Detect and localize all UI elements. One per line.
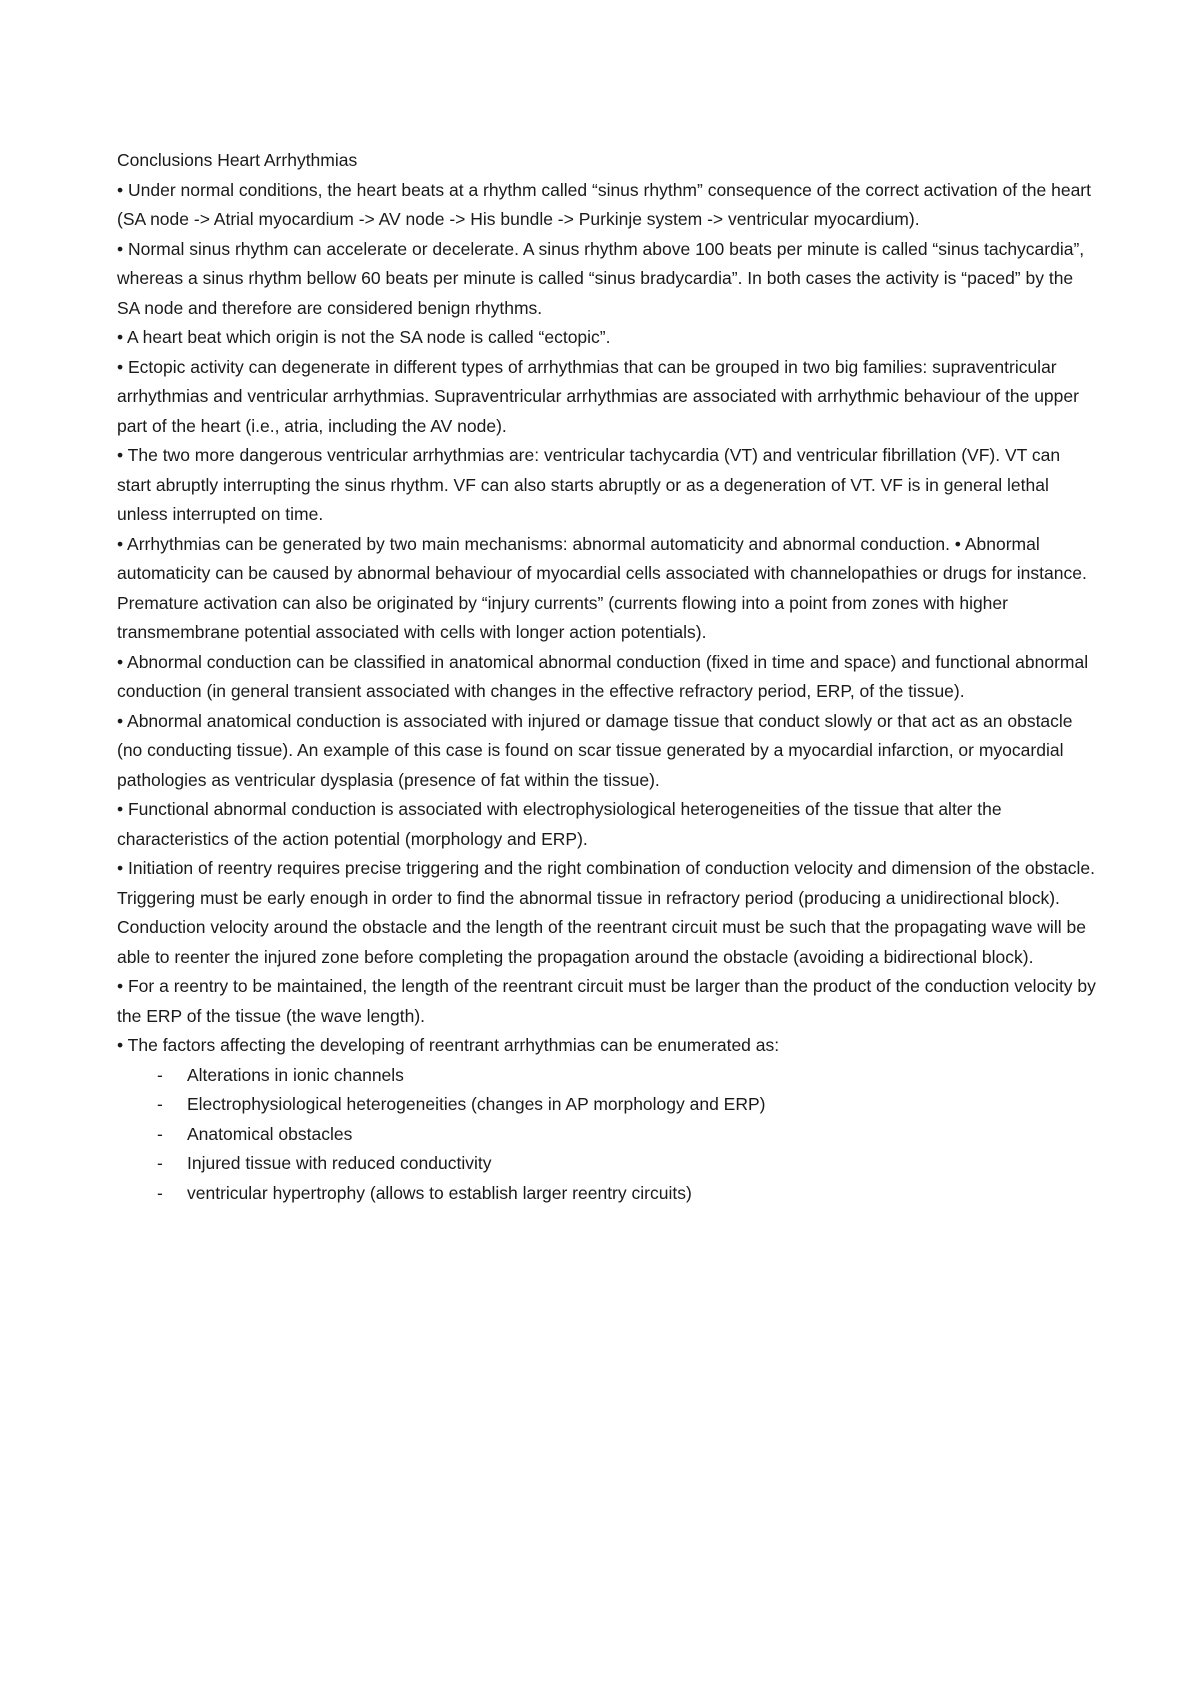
paragraph-reentry-maintenance: • For a reentry to be maintained, the length of the reentrant circuit must be larger than the product of the conduction velocity by the ERP of the tissue (the wave length). [117,976,1096,1026]
list-item-text: Anatomical obstacles [187,1123,353,1144]
document-title: Conclusions Heart Arrhythmias [117,150,358,170]
paragraph-reentry-initiation: • Initiation of reentry requires precise triggering and the right combination of conduction velocity and dimension of the obstacle. Triggering must be early enough in order to find the abnormal tissue in refractory period (producing a unidirectional block). Conduction velocity around the obstacle and the length of the reentrant circuit must be such that the propagating wave will be able to reenter the injured zone before completing the propagation around the obstacle (avoiding a bidirectional block). [117,858,1095,967]
list-dash-marker: - [157,1182,163,1203]
list-item [117,1120,1097,1150]
paragraph-dangerous-arrhythmias: • The two more dangerous ventricular arrhythmias are: ventricular tachycardia (VT) and ventricular fibrillation (VF). VT can start abruptly interrupting the sinus rhythm. VF can also starts abruptly or as a degeneration of VT. VF is in general lethal unless interrupted on time. [117,445,1061,524]
paragraph-ectopic-definition: • A heart beat which origin is not the SA node is called “ectopic”. [117,327,611,347]
paragraph-sinus-rhythm: • Under normal conditions, the heart beats at a rhythm called “sinus rhythm” consequence of the correct activation of the heart (SA node -> Atrial myocardium -> AV node -> His bundle -> Purkinje system -> ventricular myocardium). [117,179,1091,229]
list-dash-marker: - [157,1064,163,1085]
list-item [117,1179,1097,1209]
list-dash-marker: - [157,1123,163,1144]
paragraph-abnormal-conduction: • Abnormal conduction can be classified in anatomical abnormal conduction (fixed in time and space) and functional abnormal conduction (in general transient associated with changes in the effective refractory period, ERP, of the tissue). [117,651,1089,701]
list-item-text: Injured tissue with reduced conductivity [187,1153,492,1173]
paragraph-anatomical-conduction: • Abnormal anatomical conduction is associated with injured or damage tissue that conduct slowly or that act as an obstacle (no conducting tissue). An example of this case is found on scar tissue generated by a myocardial infarction, or myocardial pathologies as ventricular dysplasia (presence of fat within the tissue). [117,710,1073,790]
list-dash-marker: - [157,1094,163,1114]
document-body [117,146,1097,1208]
list-item [117,1149,1097,1179]
paragraph-functional-conduction: • Functional abnormal conduction is associated with electrophysiological heterogeneities of the tissue that alter the characteristics of the action potential (morphology and ERP). [117,799,1002,849]
factors-list [117,1061,1097,1209]
paragraph-mechanisms: • Arrhythmias can be generated by two main mechanisms: abnormal automaticity and abnormal conduction. • Abnormal automaticity can be caused by abnormal behaviour of myocardial cells associated with channelopathies or drugs for instance. Premature activation can also be originated by “injury currents” (currents flowing into a point from zones with higher transmembrane potential associated with cells with longer action potentials). [117,533,1087,642]
list-dash-marker: - [157,1153,163,1173]
list-item-text: Alterations in ionic channels [187,1064,404,1085]
list-item-text: ventricular hypertrophy (allows to establish larger reentry circuits) [187,1182,692,1203]
list-item-text: Electrophysiological heterogeneities (changes in AP morphology and ERP) [187,1094,766,1114]
paragraph-ectopic-activity: • Ectopic activity can degenerate in different types of arrhythmias that can be grouped in two big families: supraventricular arrhythmias and ventricular arrhythmias. Supraventricular arrhythmias are associated with arrhythmic behaviour of the upper part of the heart (i.e., atria, including the AV node). [117,356,1079,436]
paragraph-factors-intro: • The factors affecting the developing of reentrant arrhythmias can be enumerated as: [117,1035,780,1055]
paragraph-sinus-rate: • Normal sinus rhythm can accelerate or decelerate. A sinus rhythm above 100 beats per minute is called “sinus tachycardia”, whereas a sinus rhythm bellow 60 beats per minute is called “sinus bradycardia”. In both cases the activity is “paced” by the SA node and therefore are considered benign rhythms. [117,238,1085,318]
list-item [117,1090,1097,1120]
list-item [117,1061,1097,1091]
